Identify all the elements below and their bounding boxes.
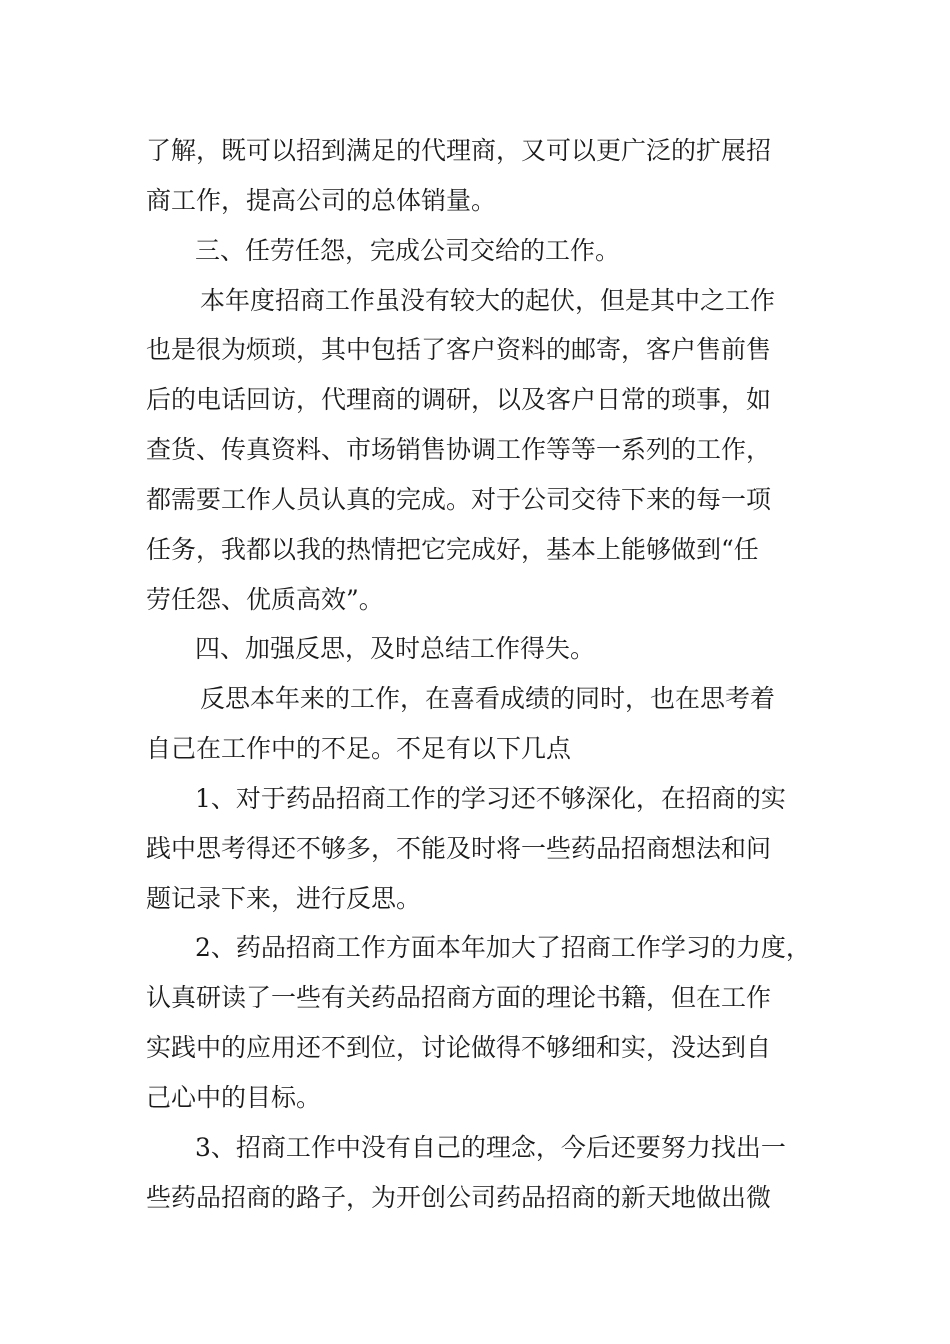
text-line: 任务，我都以我的热情把它完成好，基本上能够做到“任 <box>146 535 759 564</box>
text-line: 实践中的应用还不到位，讨论做得不够细和实，没达到自 <box>146 1033 772 1062</box>
text-line: 也是很为烦琐，其中包括了客户资料的邮寄，客户售前售 <box>146 335 772 364</box>
text-line: 劳任怨、优质高效”。 <box>146 585 384 614</box>
text-line: 都需要工作人员认真的完成。对于公司交待下来的每一项 <box>146 485 772 514</box>
text-line: 商工作，提高公司的总体销量。 <box>146 186 497 215</box>
section-heading-3: 三、任劳任怨，完成公司交给的工作。 <box>195 236 621 265</box>
list-item-1: 1、对于药品招商工作的学习还不够深化，在招商的实 <box>195 784 786 813</box>
text-line: 题记录下来，进行反思。 <box>146 884 422 913</box>
text-line: 反思本年来的工作，在喜看成绩的同时，也在思考着 <box>200 684 776 713</box>
text-line: 践中思考得还不够多，不能及时将一些药品招商想法和问 <box>146 834 772 863</box>
list-item-3: 3、招商工作中没有自己的理念，今后还要努力找出一 <box>195 1133 786 1162</box>
text-line: 认真研读了一些有关药品招商方面的理论书籍，但在工作 <box>146 983 772 1012</box>
text-line: 自己在工作中的不足。不足有以下几点 <box>146 734 572 763</box>
section-heading-4: 四、加强反思，及时总结工作得失。 <box>195 634 596 663</box>
text-line: 些药品招商的路子，为开创公司药品招商的新天地做出微 <box>146 1183 772 1212</box>
text-line: 后的电话回访，代理商的调研，以及客户日常的琐事，如 <box>146 385 772 414</box>
text-line: 了解，既可以招到满足的代理商，又可以更广泛的扩展招 <box>146 136 772 165</box>
text-line: 本年度招商工作虽没有较大的起伏，但是其中之工作 <box>200 286 776 315</box>
text-line: 己心中的目标。 <box>146 1083 322 1112</box>
text-line: 查货、传真资料、市场销售协调工作等等一系列的工作， <box>146 435 772 464</box>
list-item-2: 2、药品招商工作方面本年加大了招商工作学习的力度， <box>195 933 811 962</box>
